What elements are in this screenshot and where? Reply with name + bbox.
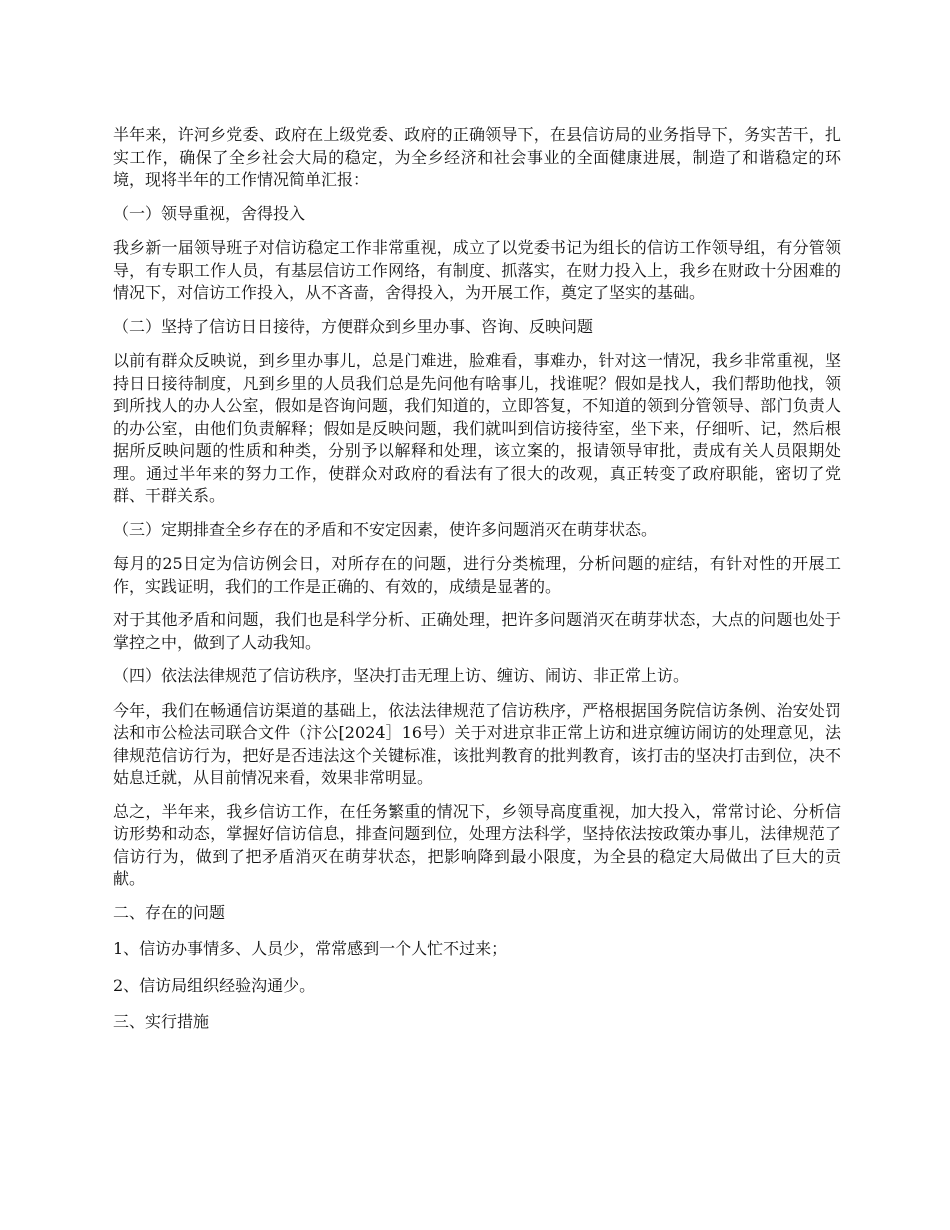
summary-paragraph: 总之，半年来，我乡信访工作，在任务繁重的情况下，乡领导高度重视，加大投入，常常讨论、分析信访形势和动态，掌握好信访信息，排查问题到位，处理方法科学，坚持依法按政策办事儿，法律规范了信访行为，做到了把矛盾消灭在萌芽状态，把影响降到最小限度，为全县的稳定大局做出了巨大的贡献。 (113, 801, 841, 888)
problems-heading: 二、存在的问题 (113, 902, 226, 922)
document-body (113, 124, 841, 1048)
problem-item-1: 1、信访办事情多、人员少，常常感到一个人忙不过来； (113, 939, 508, 958)
section-2-paragraph: 以前有群众反映说，到乡里办事儿，总是门难进，脸难看，事难办，针对这一情况，我乡非常重视，坚持日日接待制度，凡到乡里的人员我们总是先问他有啥事儿，找谁呢？假如是找人，我们帮助他找，领到所找人的办人公室，假如是咨询问题，我们知道的，立即答复，不知道的领到分管领导、部门负责人的办公室，由他们负责解释；假如是反映问题，我们就叫到信访接待室，坐下来，仔细听、记，然后根据所反映问题的性质和种类，分别予以解释和处理，该立案的，报请领导审批，责成有关人员限期处理。通过半年来的努力工作，使群众对政府的看法有了很大的改观，真正转变了政府职能，密切了党群、干群关系。 (113, 351, 841, 505)
section-3-paragraph-2: 对于其他矛盾和问题，我们也是科学分析、正确处理，把许多问题消灭在萌芽状态，大点的问题也处于掌控之中，做到了人动我知。 (113, 610, 841, 652)
section-heading-4: （四）依法法律规范了信访秩序，坚决打击无理上访、缠访、闹访、非正常上访。 (113, 666, 690, 685)
section-4-paragraph: 今年，我们在畅通信访渠道的基础上，依法法律规范了信访秩序，严格根据国务院信访条例、治安处罚法和市公检法司联合文件（汴公[2024］16号）关于对进京非正常上访和进京缠访闹访的处理意见，法律规范信访行为，把好是否违法这个关键标准，该批判教育的批判教育，该打击的坚决打击到位，决不姑息迁就，从目前情况来看，效果非常明显。 (113, 700, 841, 787)
intro-paragraph: 半年来，许河乡党委、政府在上级党委、政府的正确领导下，在县信访局的业务指导下，务实苦干，扎实工作，确保了全乡社会大局的稳定，为全乡经济和社会事业的全面健康进展，制造了和谐稳定的环境，现将半年的工作情况简单汇报： (113, 125, 841, 189)
section-heading-2: （二）坚持了信访日日接待，方便群众到乡里办事、咨询、反映问题 (113, 316, 594, 336)
section-heading-1: （一）领导重视，舍得投入 (113, 203, 306, 223)
measures-heading: 三、实行措施 (113, 1012, 210, 1031)
section-3-paragraph-1: 每月的25日定为信访例会日，对所存在的问题，进行分类梳理，分析问题的症结，有针对性的开展工作，实践证明，我们的工作是正确的、有效的，成绩是显著的。 (113, 554, 841, 596)
problem-item-2: 2、信访局组织经验沟通少。 (113, 975, 316, 995)
section-1-paragraph: 我乡新一届领导班子对信访稳定工作非常重视，成立了以党委书记为组长的信访工作领导组，有分管领导，有专职工作人员，有基层信访工作网络，有制度、抓落实，在财力投入上，我乡在财政十分困难的情况下，对信访工作投入，从不吝啬，舍得投入，为开展工作，奠定了坚实的基础。 (113, 238, 841, 302)
section-heading-3: （三）定期排查全乡存在的矛盾和不安定因素，使许多问题消灭在萌芽状态。 (113, 519, 658, 539)
